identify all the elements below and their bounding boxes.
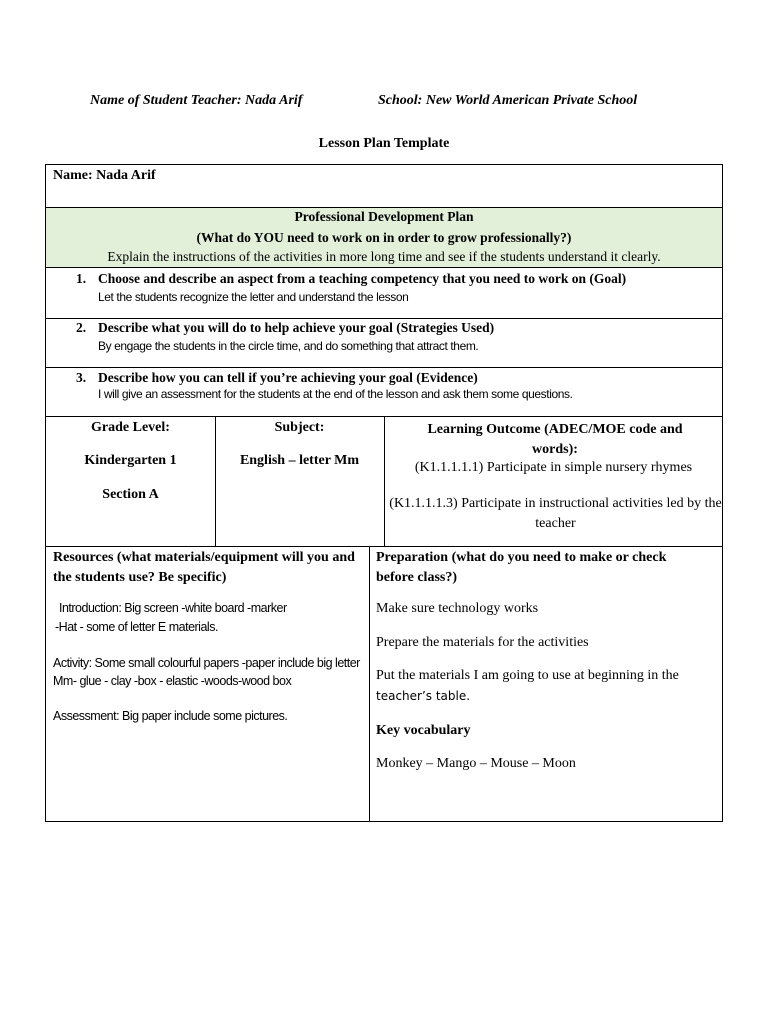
preparation-heading: Preparation (what do you need to make or check before class?) [376,550,667,585]
grade-value: Kindergarten 1 [84,453,177,468]
grade-cell [46,417,216,546]
strategy-answer: By engage the students in the circle time, and do something that attract them. [98,339,479,353]
preparation-item-2: Prepare the materials for the activities [376,635,589,650]
student-teacher-name: Name of Student Teacher: Nada Arif [90,93,303,108]
grade-label: Grade Level: [91,420,170,435]
preparation-item-3-continued: teacher’s table. [376,689,471,703]
subject-value: English – letter Mm [239,453,360,468]
resources-cell [46,547,370,821]
goal-number: 1. [76,271,87,286]
goal-row-2 [45,318,723,368]
outcome-label: Learning Outcome (ADEC/MOE code and words): [427,422,683,457]
goal-row-3 [45,367,723,417]
section-value: Section A [102,487,159,502]
evidence-number: 3. [76,370,87,385]
document-title: Lesson Plan Template [318,136,450,151]
strategy-number: 2. [76,320,87,335]
resources-heading: Resources (what materials/equipment will you and the students use? Be specific) [53,550,355,585]
resources-introduction: Introduction: Big screen -white board -marker [59,601,287,615]
vocabulary-heading: Key vocabulary [376,723,471,738]
preparation-item-1: Make sure technology works [376,601,539,616]
pdp-explanation: Explain the instructions of the activities in more long time and see if the students understand it clearly. [107,249,661,264]
vocabulary-list: Monkey – Mango – Mouse – Moon [376,756,576,771]
outcome-item-1: (K1.1.1.1.1) Participate in simple nursery rhymes [414,460,693,475]
pdp-title: Professional Development Plan [294,209,474,224]
name-label: Name: Nada Arif [53,168,156,183]
pdp-question: (What do YOU need to work on in order to grow professionally?) [196,230,572,245]
school-name: School: New World American Private School [378,93,638,108]
resources-assessment: Assessment: Big paper include some pictures. [53,709,288,723]
professional-development-plan [45,207,723,268]
goal-row-1 [45,267,723,319]
strategy-heading: Describe what you will do to help achieve your goal (Strategies Used) [98,320,495,335]
evidence-answer: I will give an assessment for the students at the end of the lesson and ask them some questions. [98,387,573,401]
subject-label: Subject: [274,420,325,435]
outcome-item-2: (K1.1.1.1.3) Participate in instructional activities led by the teacher [389,496,722,531]
subject-cell [215,417,385,546]
resources-introduction-extra: -Hat - some of letter E materials. [55,620,218,634]
goal-heading: Choose and describe an aspect from a teaching competency that you need to work on (Goal) [98,271,627,286]
name-row [45,164,723,208]
evidence-heading: Describe how you can tell if you’re achieving your goal (Evidence) [98,370,478,385]
goal-answer: Let the students recognize the letter and understand the lesson [98,290,409,304]
resources-activity: Activity: Some small colourful papers -paper include big letter Mm- glue - clay -box - elastic -woods-wood box [53,656,360,688]
preparation-item-3: Put the materials I am going to use at beginning in the [376,668,679,683]
materials-row [45,546,723,822]
lesson-info-row [45,416,723,547]
outcome-cell [385,417,722,546]
preparation-cell [369,547,722,821]
